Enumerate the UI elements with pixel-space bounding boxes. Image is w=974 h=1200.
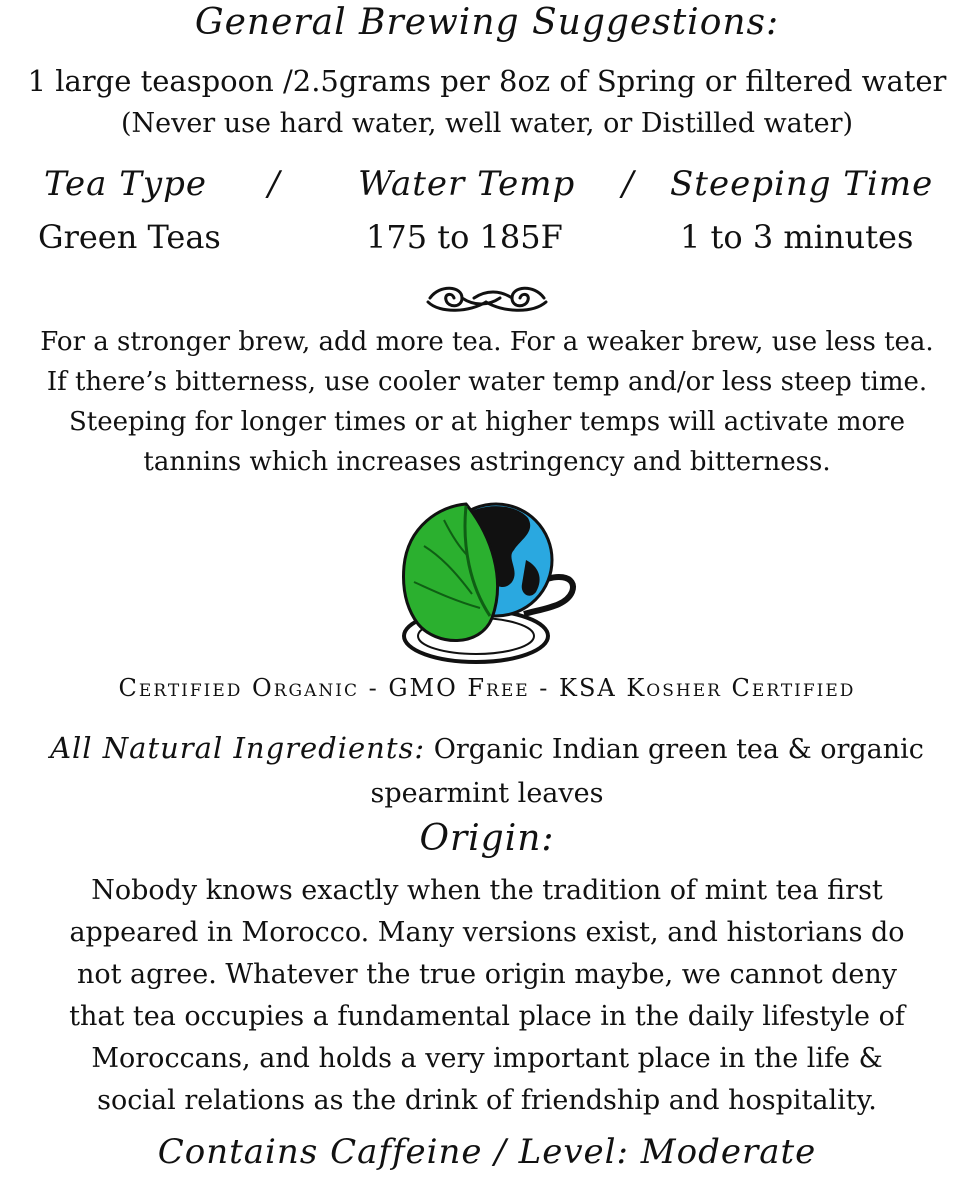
certification-line: Certified Organic - GMO Free - KSA Kosher Certified xyxy=(118,674,856,702)
header-steeping-time: Steeping Time xyxy=(670,164,934,204)
brewing-advice xyxy=(0,322,974,482)
origin-line: Nobody knows exactly when the tradition of mint tea first xyxy=(91,875,883,906)
origin-line: social relations as the drink of friendship and hospitality. xyxy=(97,1085,877,1116)
intro-line-2: (Never use hard water, well water, or Distilled water) xyxy=(120,108,854,139)
ingredients-text: spearmint leaves xyxy=(370,778,604,809)
ingredients-text: Organic Indian green tea & organic xyxy=(433,734,924,765)
brewing-table-header xyxy=(0,164,974,208)
advice-line: Steeping for longer times or at higher temps will activate more xyxy=(69,407,905,437)
brewing-table-row xyxy=(0,218,974,262)
intro-line-1: 1 large teaspoon /2.5grams per 8oz of Spring or filtered water xyxy=(27,64,947,98)
origin-line: appeared in Morocco. Many versions exist, and historians do xyxy=(69,917,905,948)
advice-line: If there’s bitterness, use cooler water temp and/or less steep time. xyxy=(46,367,928,397)
header-separator: / xyxy=(622,164,635,204)
cell-water-temp: 175 to 185F xyxy=(366,218,563,256)
globe-leaf-teacup-logo xyxy=(396,496,582,668)
advice-line: For a stronger brew, add more tea. For a weaker brew, use less tea. xyxy=(40,327,934,357)
ingredients-label: All Natural Ingredients: xyxy=(50,731,426,765)
origin-line: Moroccans, and holds a very important place in the life & xyxy=(91,1043,883,1074)
origin-paragraph xyxy=(0,870,974,1122)
flourish-ornament-icon xyxy=(0,280,974,320)
page-title: General Brewing Suggestions: xyxy=(194,2,780,43)
ingredients-block xyxy=(0,726,974,816)
cell-steeping-time: 1 to 3 minutes xyxy=(680,218,914,256)
header-separator: / xyxy=(268,164,281,204)
origin-heading: Origin: xyxy=(419,818,555,859)
advice-line: tannins which increases astringency and bitterness. xyxy=(143,447,831,477)
origin-line: not agree. Whatever the true origin maybe, we cannot deny xyxy=(76,959,898,990)
header-water-temp: Water Temp xyxy=(358,164,576,204)
header-tea-type: Tea Type xyxy=(44,164,208,204)
cell-tea-type: Green Teas xyxy=(38,218,221,256)
origin-line: that tea occupies a fundamental place in the daily lifestyle of xyxy=(69,1001,905,1032)
caffeine-level: Contains Caffeine / Level: Moderate xyxy=(157,1132,817,1172)
